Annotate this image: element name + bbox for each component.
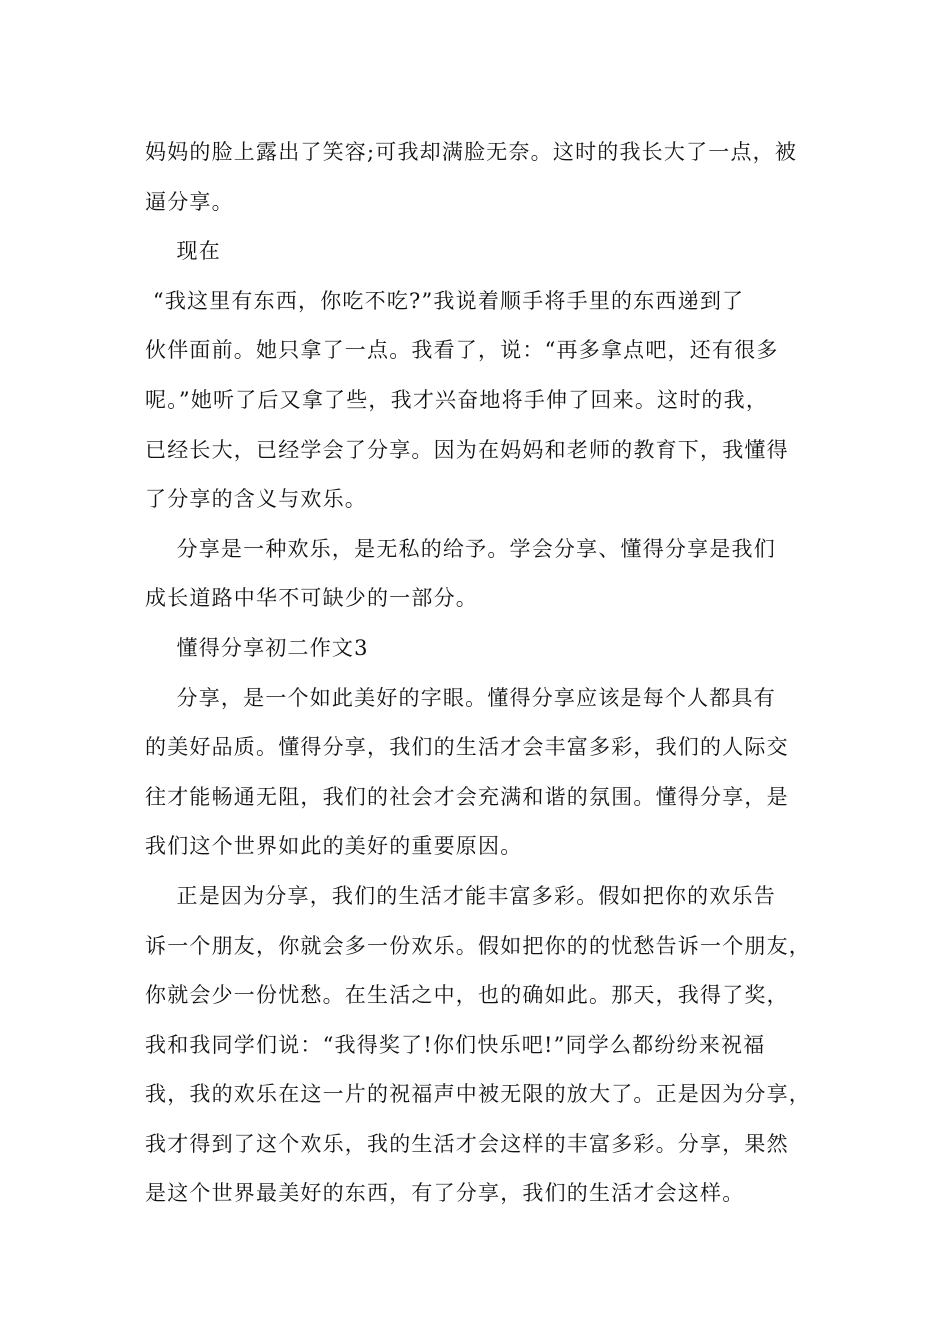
paragraph-4: 分享是一种欢乐，是无私的给予。学会分享、懂得分享是我们 成长道路中华不可缺少的一部分。 — [145, 536, 776, 611]
paragraph-7: 正是因为分享，我们的生活才能丰富多彩。假如把你的欢乐告 诉一个朋友，你就会多一份欢乐。假如把你的的忧愁告诉一个朋友， 你就会少一份忧愁。在生活之中，也的确如此。那天，我得了奖， 我和我同学们说：“我得奖了!你们快乐吧!”同学么都纷纷来祝福 我，我的欢乐在这一片的祝福声中被无限的放大了。正是因为分享， 我才得到了这个欢乐，我的生活才会这样的丰富多彩。分享，果然 是这个世界最美好的东西，有了分享，我们的生活才会这样。 — [145, 883, 811, 1206]
paragraph-1: 妈妈的脸上露出了笑容;可我却满脸无奈。这时的我长大了一点，被 逼分享。 — [145, 140, 798, 214]
paragraph-3: “我这里有东西，你吃不吃?”我说着顺手将手里的东西递到了 伙伴面前。她只拿了一点。我看了，说：“再多拿点吧，还有很多 呢。”她听了后又拿了些，我才兴奋地将手伸了回来。这时的我， 已经长大，已经学会了分享。因为在妈妈和老师的教育下，我懂得 了分享的含义与欢乐。 — [145, 288, 789, 512]
paragraph-2: 现在 — [145, 239, 221, 264]
section-heading: 懂得分享初二作文3 — [145, 635, 369, 660]
document-body — [145, 128, 815, 1219]
paragraph-6: 分享，是一个如此美好的字眼。懂得分享应该是每个人都具有 的美好品质。懂得分享，我们的生活才会丰富多彩，我们的人际交 往才能畅通无阻，我们的社会才会充满和谐的氛围。懂得分享，是 我们这个世界如此的美好的重要原因。 — [145, 685, 789, 859]
